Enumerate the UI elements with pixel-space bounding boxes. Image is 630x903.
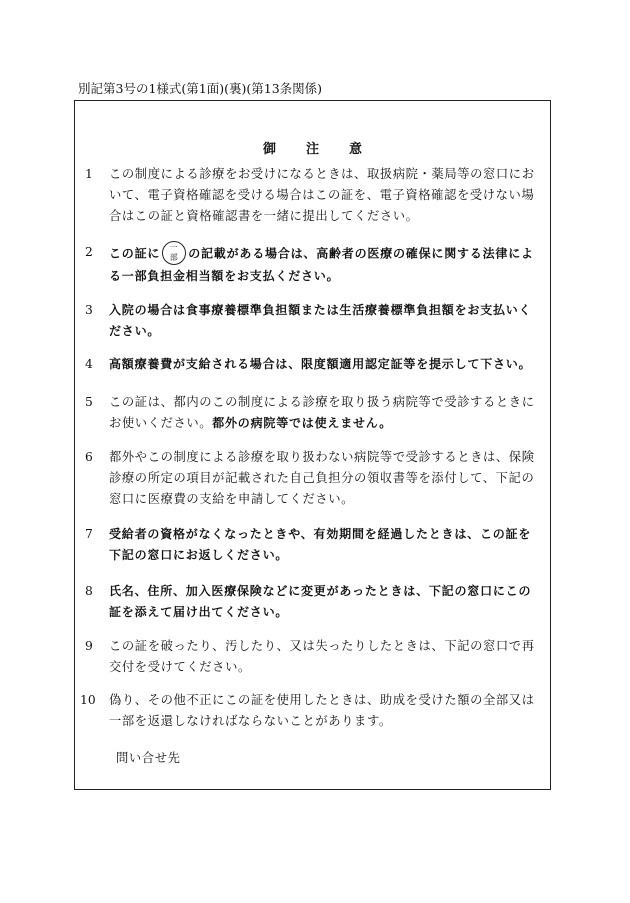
item-text: 偽り、その他不正にこの証を使用したときは、助成を受けた額の全部又は一部を返還しなければならないことがあります。 — [109, 693, 535, 728]
notice-item-3 — [85, 300, 543, 342]
item-text: 氏名、住所、加入医療保険などに変更があったときは、下記の窓口にこの証を添えて届け出てください。 — [109, 584, 532, 619]
notice-item-9 — [85, 636, 543, 678]
item-number: 1 — [85, 167, 93, 181]
item-text: 受給者の資格がなくなったときや、有効期間を経過したときは、この証を下記の窓口にお返しください。 — [109, 527, 532, 562]
item-number: 9 — [85, 639, 93, 653]
item-number: 3 — [85, 303, 93, 317]
item-number: 6 — [85, 450, 93, 464]
form-caption: 別記第3号の1様式(第1面)(裏)(第13条関係) — [78, 81, 323, 96]
item-number: 7 — [85, 527, 93, 541]
item-text: 入院の場合は食事療養標準負担額または生活療養標準負担額をお支払いください。 — [109, 303, 532, 338]
notice-item-4 — [85, 354, 543, 375]
contact-label: 問い合せ先 — [116, 751, 181, 765]
item-number: 10 — [80, 693, 96, 707]
notice-item-6 — [85, 447, 543, 510]
item-number: 2 — [85, 245, 93, 259]
item-text: 高額療養費が支給される場合は、限度額適用認定証等を提示して下さい。 — [109, 357, 532, 371]
item-number: 5 — [85, 395, 93, 409]
notice-item-10 — [80, 690, 543, 732]
item-text: この証に 一 部 の記載がある場合は、高齢者の医療の確保に関する法律による一部負担金相当額をお支払ください。 — [109, 243, 534, 283]
notice-box — [74, 100, 551, 790]
ichibu-mark-icon: 一 部 — [162, 241, 186, 265]
item-number: 8 — [85, 584, 93, 598]
item-text-emphasis: 都外の病院等では使えません。 — [212, 416, 393, 430]
notice-title: 御注意 — [262, 142, 392, 157]
notice-item-2 — [85, 242, 543, 287]
item-text: 都外やこの制度による診療を取り扱わない病院等で受診するときは、保険診療の所定の項目が記載された自己負担分の領収書等を添付して、下記の窓口に医療費の支給を申請してください。 — [109, 450, 535, 506]
notice-item-8 — [85, 581, 543, 623]
item-text: この証を破ったり、汚したり、又は失ったりしたときは、下記の窓口で再交付を受けてください。 — [109, 639, 535, 674]
item-number: 4 — [85, 357, 93, 371]
notice-item-1 — [85, 164, 543, 227]
item-text: この証は、都内のこの制度による診療を取り扱う病院等で受診するときにお使いください。都外の病院等では使えません。 — [109, 395, 535, 430]
notice-item-5 — [85, 392, 543, 434]
notice-item-7 — [85, 524, 543, 566]
item-text: この制度による診療をお受けになるときは、取扱病院・薬局等の窓口において、電子資格確認を受ける場合はこの証を、電子資格確認を受けない場合はこの証と資格確認書を一緒に提出してください。 — [109, 167, 535, 223]
